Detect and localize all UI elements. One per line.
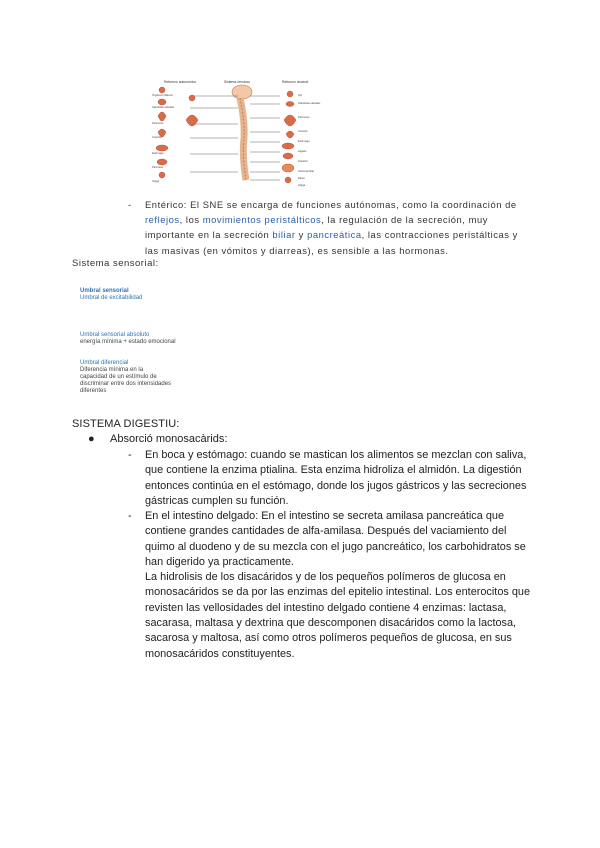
link-pancreatica[interactable]: pancreática xyxy=(307,229,362,241)
threshold-subtitle: Umbral de excitabilidad xyxy=(80,295,143,301)
list-item xyxy=(128,448,536,509)
svg-text:Corazón: Corazón xyxy=(298,130,308,133)
bullet-label: Absorció monosacàrids: xyxy=(110,433,228,445)
spinal-cord-shape xyxy=(240,98,246,180)
svg-text:Estómago: Estómago xyxy=(152,152,164,155)
svg-text:Vejiga: Vejiga xyxy=(152,180,160,183)
svg-text:Vejiga: Vejiga xyxy=(298,184,306,187)
sensorial-heading: Sistema sensorial: xyxy=(72,258,159,269)
enteric-paragraph: - Entérico: El SNE se encarga de funciones autónomas, como la coordinación de reflejos, los movimientos peristálticos, la regulación de la secreción, muy importante en la secreción biliar y pancreática, las contracciones peristálticas y las masivas (en vómitos y diarreas), es sensible a las hormonas. xyxy=(128,199,518,256)
svg-text:Órganos linfáticos: Órganos linfáticos xyxy=(152,94,173,97)
brain-shape xyxy=(232,85,252,99)
item-text-continuation: La hidrolisis de los disacáridos y de los pequeños polímeros de glucosa en monosacáridos se da por las enzimas del epitelio intestinal. Los enterocitos que revisten las vellosidades del intestino delgado contiene 4 enzimas: lactasa, sacarasa, maltasa y dextrina que descomponen disacáridos como la lactosa, sacarosa y maltosa, así como otros polímeros pequeños de glucosa, en sus monosacáridos constituyentes. xyxy=(145,571,531,660)
figure-left-title: Refuerzo autonómico xyxy=(164,80,197,84)
svg-text:Hígado: Hígado xyxy=(298,150,307,153)
section-title: SISTEMA DIGESTIU: xyxy=(72,418,180,430)
item-text: En boca y estómago: cuando se mastican los alimentos se mezclan con saliva, que contiene la enzima ptialina. Esta enzima hidroliza el almidón. La digestión entonces continúa en el estómago, donde los jugos gástricos y las secreciones gástricas cumplen su función. xyxy=(145,449,527,507)
nervous-system-figure xyxy=(150,76,325,188)
svg-text:Corazón: Corazón xyxy=(152,136,162,139)
threshold-title: Umbral sensorial xyxy=(80,288,129,294)
item-text: En el intestino delgado: En el intestino se secreta amilasa pancreática que contiene grandes cantidades de alfa-amilasa. Después del vaciamiento del quimo al duodeno y de su mezcla con el jugo pancreático, los carbohidratos se han digerido ya practicamente. xyxy=(145,510,526,568)
absolute-threshold-title: Umbral sensorial absoluto xyxy=(80,332,150,338)
link-movimientos-peristalticos[interactable]: movimientos peristálticos xyxy=(202,214,322,226)
bullet-dot: ● xyxy=(88,433,95,445)
svg-text:Glándulas salivales: Glándulas salivales xyxy=(298,102,321,105)
link-biliar[interactable]: biliar xyxy=(272,229,296,241)
dash-marker: - xyxy=(128,510,132,522)
svg-text:Vesícula biliar: Vesícula biliar xyxy=(298,170,315,173)
link-reflejos[interactable]: reflejos xyxy=(145,214,180,226)
absolute-threshold-text: energía mínima + estado emocional xyxy=(80,339,176,345)
svg-text:Páncreas: Páncreas xyxy=(152,166,163,169)
svg-text:Intestino: Intestino xyxy=(298,160,308,163)
svg-text:Estómago: Estómago xyxy=(298,140,310,143)
svg-text:Glándulas salivales: Glándulas salivales xyxy=(152,106,175,109)
list-item xyxy=(128,509,536,662)
dash-marker: - xyxy=(128,449,132,461)
svg-text:Pulmones: Pulmones xyxy=(298,116,310,119)
dash-marker: - xyxy=(128,199,132,210)
svg-text:Ojo: Ojo xyxy=(298,94,303,97)
figure-right-title: Refuerzo visceral xyxy=(282,80,309,84)
sensorial-threshold-figure: Umbral sensorial Umbral de excitabilidad Umbral sensorial absoluto energía mínima + estado emocional Umbral diferencial Diferencia mínima en la capacidad de un estímulo de discriminar entre dos intensidades diferentes xyxy=(80,288,190,398)
figure-center-title: Sistema nervioso xyxy=(224,80,251,84)
differential-threshold-title: Umbral diferencial xyxy=(80,360,129,366)
svg-text:Recto: Recto xyxy=(298,177,305,180)
svg-text:Pulmones: Pulmones xyxy=(152,122,164,125)
